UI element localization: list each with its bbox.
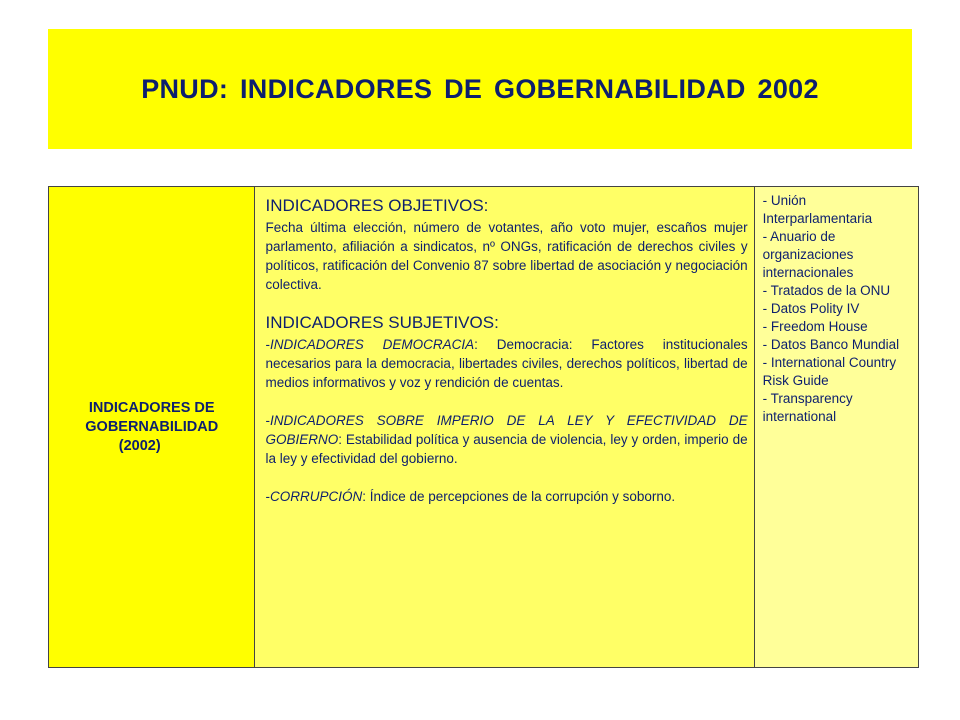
row-header-line-2: GOBERNABILIDAD	[85, 418, 219, 435]
ley-label: INDICADORES SOBRE IMPERIO DE LA LEY Y EFECTIVIDAD DE GOBIERNO	[265, 413, 748, 447]
row-header-line-3: (2002)	[118, 437, 161, 454]
title-banner	[48, 29, 912, 149]
corrupcion-item: -CORRUPCIÓN: Índice de percepciones de la corrupción y soborno.	[265, 489, 676, 504]
sources-cell	[754, 187, 918, 668]
source-item: - Tratados de la ONU	[762, 283, 891, 298]
corrupcion-text: : Índice de percepciones de la corrupción y soborno.	[362, 489, 676, 504]
sources-list	[763, 192, 916, 426]
row-header-cell	[49, 187, 255, 668]
source-item: - Freedom House	[762, 319, 868, 334]
source-item: - International Country Risk Guide	[762, 355, 897, 388]
slide-title: PNUD: INDICADORES DE GOBERNABILIDAD 2002	[141, 73, 819, 104]
source-item: - Datos Polity IV	[762, 301, 860, 316]
ley-item: -INDICADORES SOBRE IMPERIO DE LA LEY Y EFECTIVIDAD DE GOBIERNO: Estabilidad política y ausencia de violencia, ley y orden, imperio de la ley y efectividad del gobierno.	[265, 413, 748, 466]
source-item: - Anuario de organizaciones internacionales	[762, 229, 854, 280]
source-item: - Unión Interparlamentaria	[762, 193, 873, 226]
objetivos-heading: INDICADORES OBJETIVOS:	[265, 196, 489, 215]
row-header	[49, 399, 254, 456]
corrupcion-label: CORRUPCIÓN	[269, 489, 363, 504]
indicators-table	[48, 186, 919, 668]
democracia-text: : Democracia: Factores institucionales necesarios para la democracia, libertades civiles, derechos políticos, libertad de medios informativos y voz y rendición de cuentas.	[265, 337, 748, 390]
ley-text: : Estabilidad política y ausencia de violencia, ley y orden, imperio de la ley y efectividad del gobierno.	[265, 432, 748, 466]
democracia-label: INDICADORES DEMOCRACIA	[269, 337, 475, 352]
objetivos-text: Fecha última elección, número de votantes, año voto mujer, escaños mujer parlamento, afiliación a sindicatos, nº ONGs, ratificación de derechos civiles y políticos, ratificación del Convenio 87 sobre libertad de asociación y negociación colectiva.	[265, 220, 748, 292]
subjetivos-heading: INDICADORES SUBJETIVOS:	[265, 313, 499, 332]
table-row	[49, 187, 919, 668]
source-item: - Datos Banco Mundial	[762, 337, 900, 352]
source-item: - Transparency international	[762, 391, 853, 424]
row-header-line-1: INDICADORES DE	[88, 399, 215, 416]
indicators-cell	[255, 187, 754, 668]
democracia-item: -INDICADORES DEMOCRACIA: Democracia: Factores institucionales necesarios para la democracia, libertades civiles, derechos políticos, libertad de medios informativos y voz y rendición de cuentas.	[265, 337, 748, 390]
